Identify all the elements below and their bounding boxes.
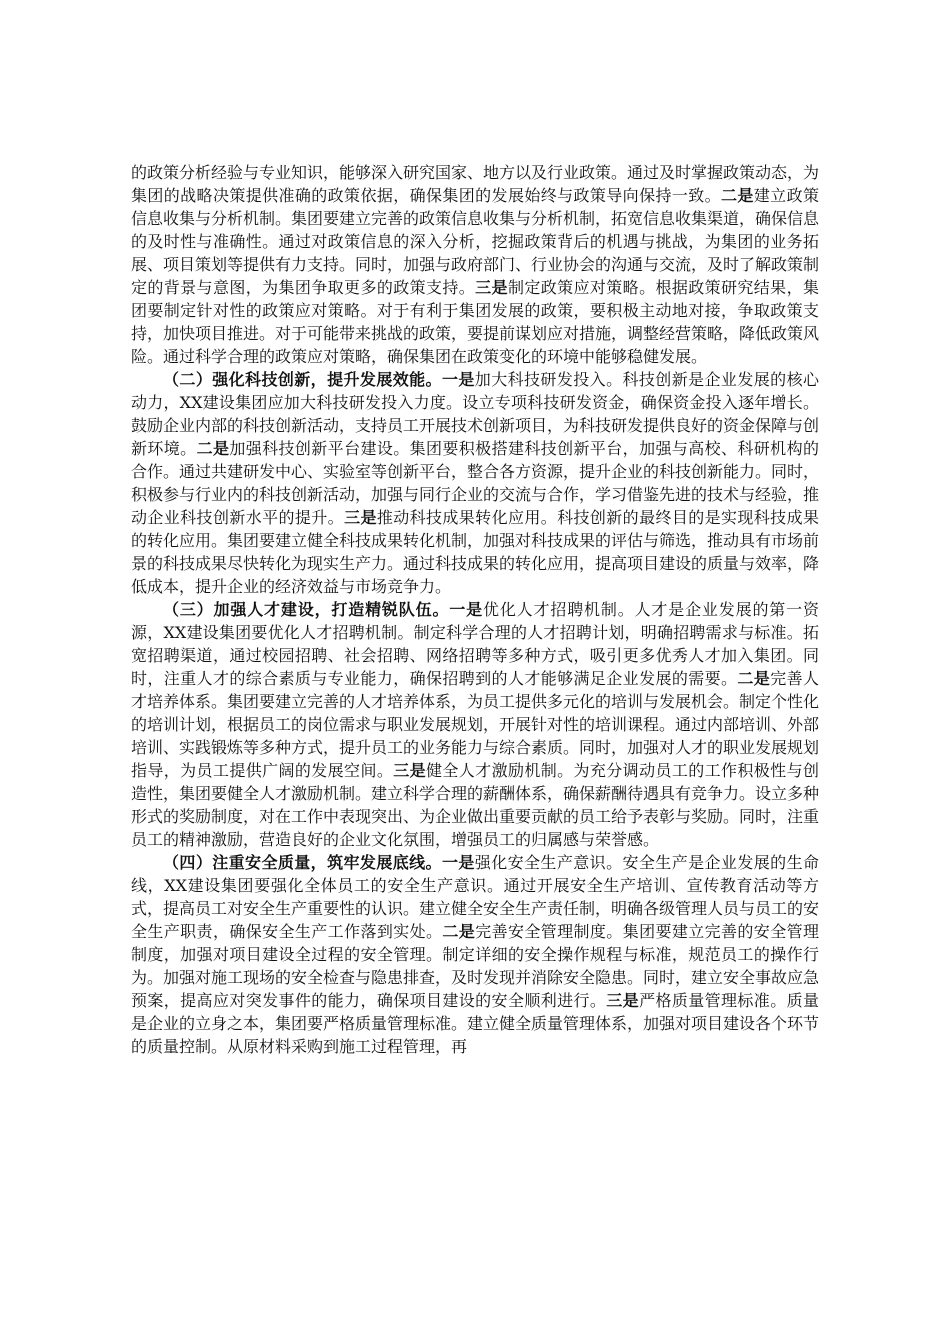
bold-marker-third: 三是 [475,278,508,297]
text-run: 完善人才培养体系。集团要建立完善的人才培养体系，为员工提供多元化的培训与发展机会。制定个性化的培训计划，根据员工的岗位需求与职业发展规划，开展针对性的培训课程。通过内部培训、外部培训、实践锻炼等多种方式，提升员工的业务能力与综合素质。同时，加强对人才的职业发展规划指导，为员工提供广阔的发展空间。 [131,669,820,780]
text-run: 强化安全生产意识。安全生产是企业发展的生命线，XX建设集团要强化全体员工的安全生产意识。通过开展安全生产培训、宣传教育活动等方式，提高员工对安全生产重要性的认识。建立健全安全生产责任制，明确各级管理人员与员工的安全生产职责，确保安全生产工作落到实处。 [131,853,820,941]
text-run: 加强科技创新平台建设。集团要积极搭建科技创新平台，加强与高校、科研机构的合作。通过共建研发中心、实验室等创新平台，整合各方资源，提升企业的科技创新能力。同时，积极参与行业内的科技创新活动，加强与同行企业的交流与合作，学习借鉴先进的技术与经验，推动企业科技创新水平的提升。 [131,439,820,527]
bold-marker-second: 二是 [737,669,771,688]
bold-marker-third: 三是 [606,991,640,1010]
bold-marker-third: 三是 [393,761,427,780]
text-run: 的政策分析经验与专业知识，能够深入研究国家、地方以及行业政策。通过及时掌握政策动态，为集团的战略决策提供准确的政策依据，确保集团的发展始终与政策导向保持一致。 [131,163,820,205]
bold-marker-first: 一是 [441,370,475,389]
paragraph-tech-innovation [131,368,819,598]
bold-marker-second: 二是 [196,439,230,458]
section-heading: （四）注重安全质量，筑牢发展底线。 [163,853,442,872]
paragraph-policy-continuation [131,161,819,368]
paragraph-talent [131,598,819,851]
text-run: 加大科技研发投入。科技创新是企业发展的核心动力，XX建设集团应加大科技研发投入力度。设立专项科技研发资金，确保资金投入逐年增长。鼓励企业内部的科技创新活动，支持员工开展技术创新项目，为科技研发提供良好的资金保障与创新环境。 [131,370,820,458]
section-heading: （三）加强人才建设，打造精锐队伍。 [163,600,450,619]
text-run: 优化人才招聘机制。人才是企业发展的第一资源，XX建设集团要优化人才招聘机制。制定科学合理的人才招聘计划，明确招聘需求与标准。拓宽招聘渠道，通过校园招聘、社会招聘、网络招聘等多种方式，吸引更多优秀人才加入集团。同时，注重人才的综合素质与专业能力，确保招聘到的人才能够满足企业发展的需要。 [131,600,819,688]
bold-marker-second: 二是 [721,186,754,205]
text-run: 推动科技成果转化应用。科技创新的最终目的是实现科技成果的转化应用。集团要建立健全科技成果转化机制，加强对科技成果的评估与筛选，推动具有市场前景的科技成果尽快转化为现实生产力。通过科技成果的转化应用，提高项目建设的质量与效率，降低成本，提升企业的经济效益与市场竞争力。 [131,508,820,596]
text-run: 完善安全管理制度。集团要建立完善的安全管理制度，加强对项目建设全过程的安全管理。制定详细的安全操作规程与标准，规范员工的操作行为。加强对施工现场的安全检查与隐患排查，及时发现并消除安全隐患。同时，建立安全事故应急预案，提高应对突发事件的能力，确保项目建设的安全顺利进行。 [131,922,820,1010]
bold-marker-second: 二是 [442,922,476,941]
text-run: 健全人才激励机制。为充分调动员工的工作积极性与创造性，集团要健全人才激励机制。建立科学合理的薪酬体系，确保薪酬待遇具有竞争力。设立多种形式的奖励制度，对在工作中表现突出、为企业做出重要贡献的员工给予表彰与奖励。同时，注重员工的精神激励，营造良好的企业文化氛围，增强员工的归属感与荣誉感。 [131,761,820,849]
bold-marker-first: 一是 [449,600,483,619]
section-heading: （二）强化科技创新，提升发展效能。 [163,370,442,389]
document-body [131,161,819,1058]
bold-marker-third: 三是 [344,508,377,527]
text-run: 严格质量管理标准。质量是企业的立身之本，集团要严格质量管理标准。建立健全质量管理体系，加强对项目建设各个环节的质量控制。从原材料采购到施工过程管理，再 [131,991,820,1056]
text-run: 建立政策信息收集与分析机制。集团要建立完善的政策信息收集与分析机制，拓宽信息收集渠道，确保信息的及时性与准确性。通过对政策信息的深入分析，挖掘政策背后的机遇与挑战，为集团的业务拓展、项目策划等提供有力支持。同时，加强与政府部门、行业协会的沟通与交流，及时了解政策制定的背景与意图，为集团争取更多的政策支持。 [131,186,820,297]
text-run: 制定政策应对策略。根据政策研究结果，集团要制定针对性的政策应对策略。对于有利于集团发展的政策，要积极主动地对接，争取政策支持，加快项目推进。对于可能带来挑战的政策，要提前谋划应对措施，调整经营策略，降低政策风险。通过科学合理的政策应对策略，确保集团在政策变化的环境中能够稳健发展。 [131,278,820,366]
paragraph-safety-quality [131,851,819,1058]
bold-marker-first: 一是 [441,853,475,872]
